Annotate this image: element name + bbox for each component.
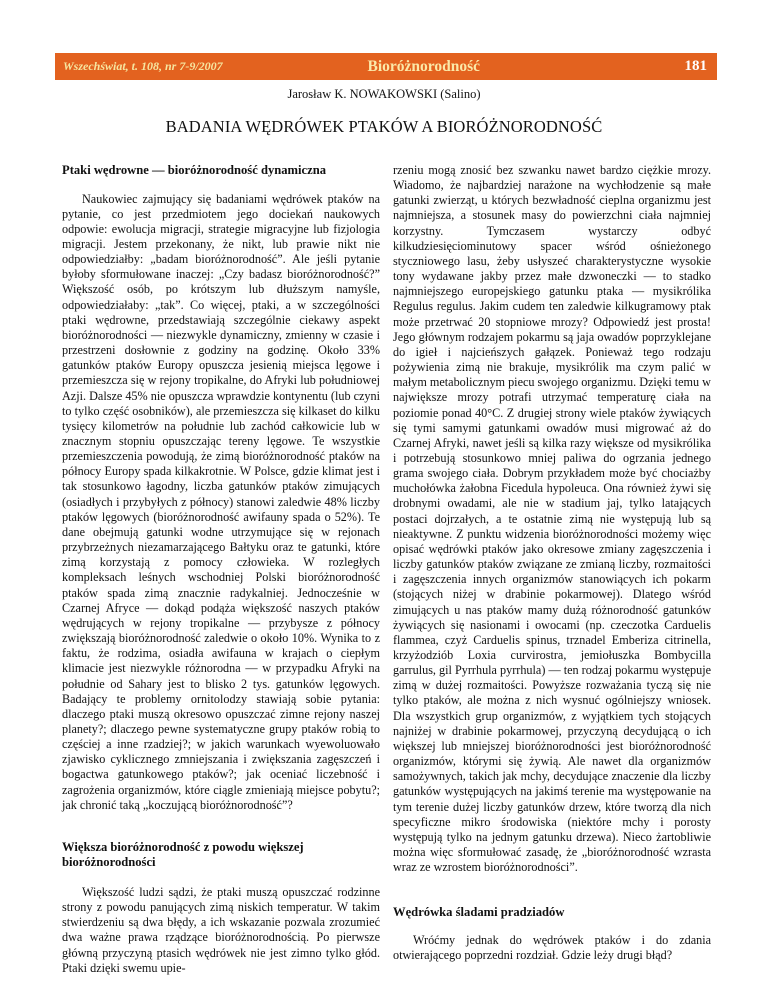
section-name: Bioróżnorodność xyxy=(367,57,481,75)
article-title: BADANIA WĘDRÓWEK PTAKÓW A BIORÓŻNORODNOŚĆ xyxy=(165,117,603,136)
page-number: 181 xyxy=(684,58,707,74)
right-column xyxy=(393,163,711,963)
section-heading-1: Ptaki wędrowne — bioróżnorodność dynamiczna xyxy=(62,163,327,177)
section-1-paragraph: Naukowiec zajmujący się badaniami wędrówek ptaków na pytanie, co jest przedmiotem jego dociekań naukowych odpowie: ewolucja migracji, strategie migracyjne lub fizjologia migracji. Jestem przekonany, że nikt, lub prawie nikt nie odpowiedziałby: „badam bioróżnorodność”. Ale jeśli pytanie byłoby sformułowane inaczej: „Czy badasz bioróżnorodność?” Większość osób, po krótszym lub dłuższym namyśle, odpowiedziałaby: „tak”. Co więcej, ptaki, a w szczególności ptaki wędrowne, przedstawiają szczególnie ciekawy aspekt bioróżnorodności — niezwykle dynamiczny, zmienny w czasie i przestrzeni dosłownie z godziny na godzinę. Około 33% gatunków ptaków Europy opuszcza jesienią miejsca lęgowe i przemieszcza się w rejony tropikalne, do Afryki lub południowej Azji. Dalsze 45% nie opuszcza wprawdzie kontynentu (lub czyni to tylko część osobników), ale przemieszcza się kilkaset do kilku tysięcy kilometrów na południe lub zachód całkowicie lub w znacznym stopniu opuszczając tereny lęgowe. Te wszystkie przemieszczenia powodują, że zimą bioróżnorodność ptaków na północy Europy spada kilkakrotnie. W Polsce, gdzie klimat jest i tak stosunkowo łagodny, liczba gatunków ptaków zimujących (osiadłych i przybyłych z północy) stanowi zaledwie 48% liczby ptaków lęgowych (bioróżnorodność awifauny spada o 52%). Te dane obejmują gatunki wodne utrzymujące się w rejonach przybrzeżnych niezamarzającego Bałtyku oraz te gatunki, które zimą korzystają z pomocy człowieka. W rozległych kompleksach leśnych wschodniej Polski bioróżnorodność ptaków spada zimą znacznie radykalniej. Jednocześnie w Czarnej Afryce — dokąd podąża większość naszych ptaków wędrujących w rejony tropikalne — przybysze z północy zwiększają bioróżnorodność zaledwie o około 10%. Wynika to z faktu, że rodzima, osiadła awifauna w krajach o ciepłym klimacie jest niezwykle różnorodna — w przypadku Afryki na południe od Sahary jest to blisko 2 tys. gatunków lęgowych. Badający te problemy ornitolodzy stawiają sobie pytania: dlaczego ptaki muszą okresowo opuszczać zimne rejony naszej planety?; dlaczego pewne systematyczne grupy ptaków robią to częściej a inne rzadziej?; w jakich warunkach wyewoluowało zjawisko cyklicznego zmniejszania i zwiększania zagęszczeń i bogactwa gatunkowego ptaków?; jak oceniać liczebność i zagrożenia organizmów, które ciągle zmieniają miejsce pobytu?; jak chronić taką „koczującą bioróżnorodność”? xyxy=(62,191,380,812)
left-column xyxy=(62,163,380,976)
page-header-bar xyxy=(55,53,717,80)
section-3-paragraph: Wróćmy jednak do wędrówek ptaków i do zdania otwierającego poprzedni rozdział. Gdzie leży drugi błąd? xyxy=(393,932,711,962)
article-author: Jarosław K. NOWAKOWSKI (Salino) xyxy=(287,87,481,101)
section-2-paragraph: Większość ludzi sądzi, że ptaki muszą opuszczać rodzinne strony z powodu panujących zimą niskich temperatur. W takim stwierdzeniu są dwa błędy, a ich wskazanie pozwala zrozumieć dwa ważne prawa rządzące bioróżnorodnością. Po pierwsze główną przyczyną ptasich wędrówek nie jest zimno tylko głód. Ptaki dzięki swemu upie- xyxy=(62,884,380,975)
section-2-paragraph-continued: rzeniu mogą znosić bez szwanku nawet bardzo ciężkie mrozy. Wiadomo, że najbardziej narażone na wychłodzenie są małe gatunki zwierząt, u których bezwładność cieplna organizmu jest najmniejsza, a stosunek masy do powierzchni ciała najmniej korzystny. Tymczasem wystarczy odbyć kilkudziesięciominutowy spacer wśród ośnieżonego styczniowego lasu, żeby usłyszeć charakterystyczne wysokie tony wydawane jakby przez małe dzwoneczki — to stadko najmniejszego europejskiego gatunku ptaka — mysikrólika Regulus regulus. Jakim cudem ten zaledwie kilkugramowy ptak może przetrwać 20 stopniowe mrozy? Odpowiedź jest prosta! Jego głównym rodzajem pokarmu są jaja owadów poprzyklejane do igieł i najcieńszych gałązek. Ponieważ tego rodzaju pożywienia zimą nie brakuje, mysikrólik ma czym palić w małym metabolicznym piecu swojego organizmu. Dzięki temu w największe mrozy potrafi utrzymać temperaturę ciała na poziomie ponad 40°C. Z drugiej strony wiele ptaków żywiących się tymi samymi gatunkami owadów musi migrować aż do Czarnej Afryki, nawet jeśli są kilka razy większe od mysikrólika i potrzebują stosunkowo mniej paliwa do ogrzania jednego grama swojego ciała. Dobrym przykładem może być chociażby muchołówka żałobna Ficedula hypoleuca. Ona również żywi się drobnymi owadami, ale nie w stadium jaj, tylko latających postaci dojrzałych, a te ostatnie zimą nie występują lub są nieaktywne. Z punktu widzenia bioróżnorodności możemy więc opisać wędrówki ptaków jako okresowe zmiany zagęszczenia i liczby gatunków ptaków związane ze zmianą liczby, rozmaitości i zagęszczenia innych organizmów stanowiących ich pokarm (stojących niżej w drabinie pokarmowej). Dlatego wśród zimujących u nas ptaków mamy dużą różnorodność gatunków żywiących się nasionami i owocami (np. czeczotka Carduelis flammea, czyż Carduelis spinus, trznadel Emberiza citrinella, krzyżodziób Loxia curvirostra, jemiołuszka Bombycilla garrulus, gil Pyrrhula pyrrhula) — ten rodzaj pokarmu występuje zimą w dużej rozmaitości. Powyższe rozważania tyczą się nie tylko ptaków, ale można z nich wysnuć ogólniejszy wniosek. Dla wszystkich grup organizmów, z wyjątkiem tych stojących najniżej w drabinie pokarmowej, przyczyną decydującą o ich większej lub mniejszej bioróżnorodności jest bioróżnorodność organizmów, którymi się żywią. Ale nawet dla organizmów samożywnych, takich jak mchy, decydujące znaczenie dla liczby gatunków występujących na jakimś terenie ma występowanie na tym terenie dużej liczby gatunków drzew, które tworzą dla nich specyficzne mikro środowiska (niektóre mchy i porosty występują tylko na jednym gatunku drzewa). Nieco żartobliwie można więc sformułować zasadę, że „bioróżnorodność wzrasta wraz ze wzrostem bioróżnorodności”. xyxy=(393,163,711,875)
section-heading-2: Większa bioróżnorodność z powodu większej bioróżnorodności xyxy=(62,839,304,870)
section-heading-3: Wędrówka śladami pradziadów xyxy=(393,905,565,920)
journal-citation: Wszechświat, t. 108, nr 7-9/2007 xyxy=(63,59,223,73)
